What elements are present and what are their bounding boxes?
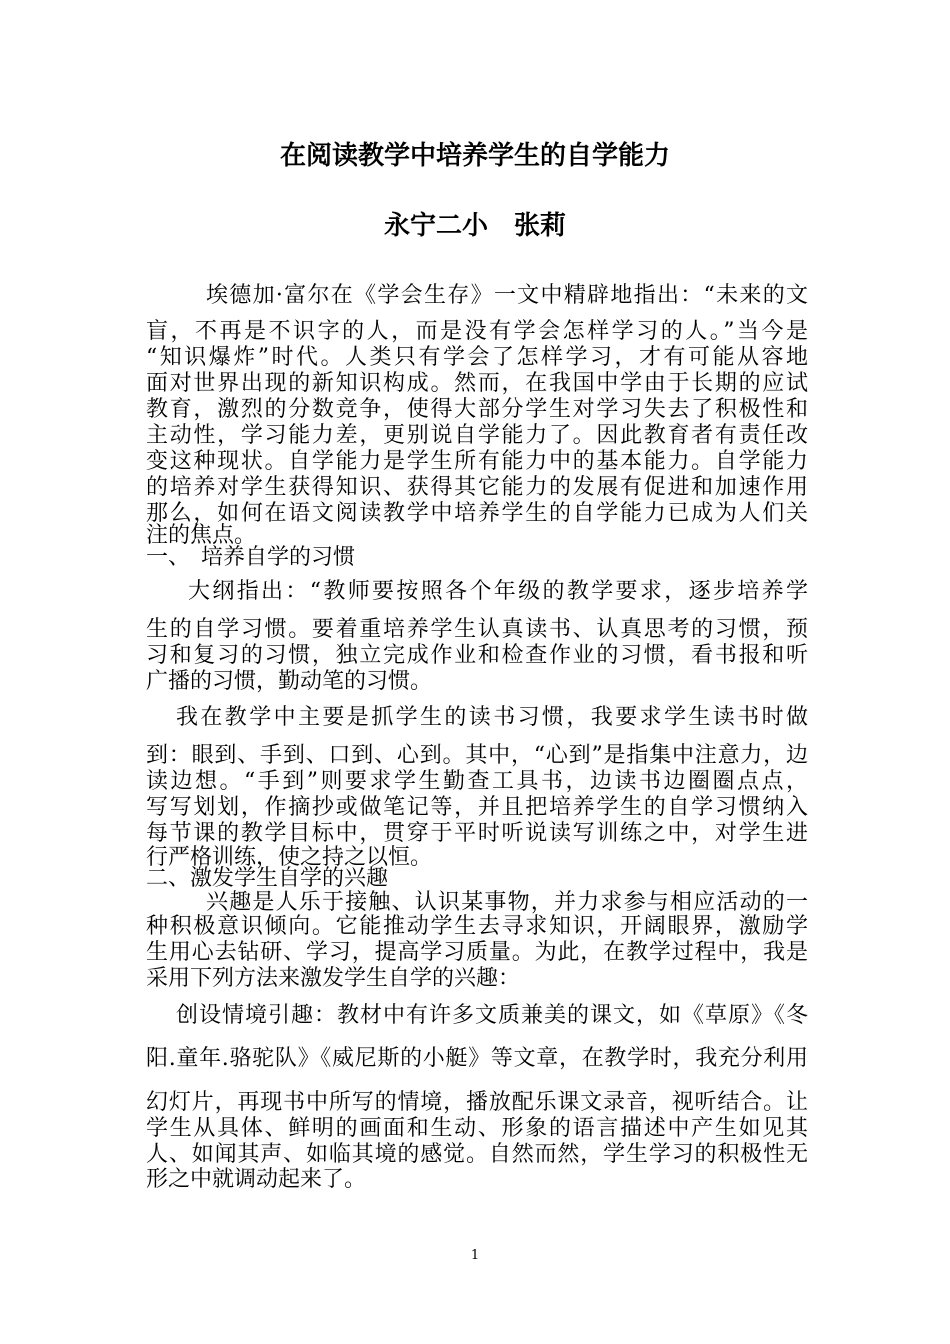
text-line: 大纲指出：“教师要按照各个年级的教学要求，逐步培养学 [188,579,808,604]
section-heading: 一、 培养自学的习惯 [146,545,356,570]
text-line: 幻灯片，再现书中所写的情境，播放配乐课文录音，视听结合。让 [146,1090,808,1115]
text-line: 生的自学习惯。要着重培养学生认真读书、认真思考的习惯，预 [146,617,808,642]
text-line: 广播的习惯，勤动笔的习惯。 [146,669,433,694]
text-line: 教育，激烈的分数竞争，使得大部分学生对学习失去了积极性和 [146,397,808,422]
text-line: 我在教学中主要是抓学生的读书习惯，我要求学生读书时做 [176,705,808,730]
text-line: 面对世界出现的新知识构成。然而，在我国中学由于长期的应试 [146,371,808,396]
text-line: 行严格训练，使之持之以恒。 [146,845,433,870]
text-line: 主动性，学习能力差，更别说自学能力了。因此教育者有责任改 [146,423,808,448]
text-line: 兴趣是人乐于接触、认识某事物，并力求参与相应活动的一 [206,890,808,915]
author-line: 永宁二小 张莉 [383,211,566,241]
text-line: 习和复习的习惯，独立完成作业和检查作业的习惯，看书报和听 [146,643,808,668]
text-line: 变这种现状。自学能力是学生所有能力中的基本能力。自学能力 [146,449,808,474]
section-heading: 二、激发学生自学的兴趣 [146,866,389,891]
page-number: 1 [470,1248,480,1263]
text-line: 阳.童年.骆驼队》《威尼斯的小艇》等文章，在教学时，我充分利用 [146,1046,808,1071]
text-line: 学生从具体、鲜明的画面和生动、形象的语言描述中产生如见其 [146,1116,808,1141]
text-line: 采用下列方法来激发学生自学的兴趣： [146,966,521,991]
text-line: 埃德加·富尔在《学会生存》一文中精辟地指出：“未来的文 [206,283,808,308]
text-line: 每节课的教学目标中，贯穿于平时听说读写训练之中，对学生进 [146,821,808,846]
text-line: 生用心去钻研、学习，提高学习质量。为此，在教学过程中，我是 [146,940,808,965]
text-line: “知识爆炸”时代。人类只有学会了怎样学习，才有可能从容地 [146,345,808,370]
text-line: 读边想。“手到”则要求学生勤查工具书，边读书边圈圈点点， [146,769,808,794]
text-line: 盲，不再是不识字的人，而是没有学会怎样学习的人。”当今是 [146,319,808,344]
text-line: 写写划划，作摘抄或做笔记等，并且把培养学生的自学习惯纳入 [146,795,808,820]
text-line: 到：眼到、手到、口到、心到。其中，“心到”是指集中注意力，边 [146,743,808,768]
text-line: 人、如闻其声、如临其境的感觉。自然而然，学生学习的积极性无 [146,1142,808,1167]
text-line: 创设情境引趣：教材中有许多文质兼美的课文，如《草原》《冬 [176,1003,808,1028]
text-line: 注的焦点。 [146,523,257,548]
text-line: 种积极意识倾向。它能推动学生去寻求知识，开阔眼界，激励学 [146,914,808,939]
document-title: 在阅读教学中培养学生的自学能力 [279,141,670,171]
text-line: 的培养对学生获得知识、获得其它能力的发展有促进和加速作用 [146,475,808,500]
text-line: 形之中就调动起来了。 [146,1167,367,1192]
text-line: 那么，如何在语文阅读教学中培养学生的自学能力已成为人们关 [146,501,808,526]
